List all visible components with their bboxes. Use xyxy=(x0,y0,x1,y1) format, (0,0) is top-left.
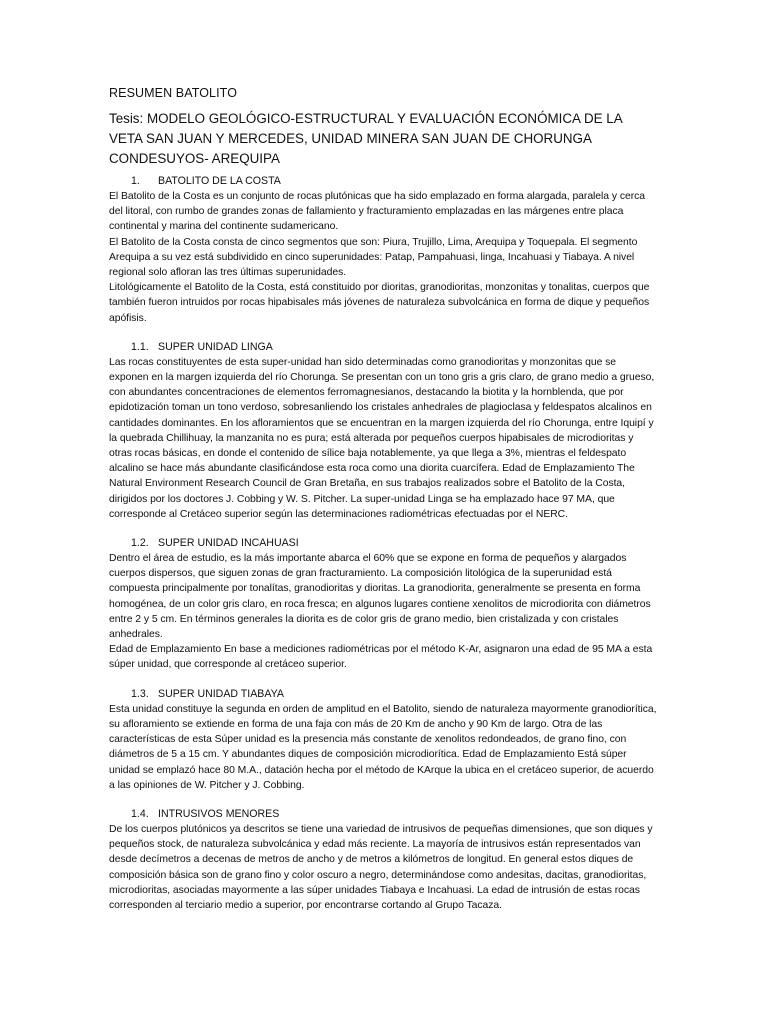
section-super-unidad-linga xyxy=(109,340,657,522)
section-intrusivos-menores xyxy=(109,807,657,913)
document-page xyxy=(109,84,657,927)
section-heading-text: SUPER UNIDAD INCAHUASI xyxy=(158,537,299,550)
section-super-unidad-incahuasi xyxy=(109,536,657,673)
section-heading xyxy=(109,340,657,354)
section-heading xyxy=(109,536,657,550)
section-batolito-de-la-costa xyxy=(109,174,657,326)
paragraph: Las rocas constituyentes de esta super-unidad han sido determinadas como granodioritas y monzonitas que se exponen en la margen izquierda del río Chorunga. Se presentan con un tono gris a gris claro, de grano medio a grueso, con abundantes concentraciones de elementos ferromagnesianos, destacando la biotita y la hornblenda, que por epidotización toman un tono verdoso, sobresanliendo los cristales anhedrales de plagioclasa y feldespatos alcalinos en cantidades dominantes. En los afloramientos que se encuentran en la margen izquierda del río Chorunga, entre Iquipí y la quebrada Chillihuay, la manzanita no es pura; está alterada por pequeños cuerpos hipabisales de microdioritas y otras rocas básicas, en donde el contenido de sílice baja notablemente, ya que llega a 3%, mientras el feldespato alcalino se hace más abundante clasificándose esta roca como una diorita cuarcífera. Edad de Emplazamiento The Natural Environment Research Council de Gran Bretaña, en sus trabajos realizados sobre el Batolito de la Costa, dirigidos por los doctores J. Cobbing y W. S. Pitcher. La super-unidad Linga se ha emplazado hace 97 MA, que corresponde al Cretáceo superior según las determinaciones radiométricas efectuadas por el NERC. xyxy=(109,356,655,520)
section-number: 1. xyxy=(131,175,140,187)
section-heading-text: SUPER UNIDAD LINGA xyxy=(158,340,273,353)
section-number: 1.1. xyxy=(131,340,149,353)
paragraph: Dentro el área de estudio, es la más importante abarca el 60% que se expone en forma de pequeños y alargados cuerpos dispersos, que siguen zonas de gran fracturamiento. La composición litológica de la superunidad está compuesta principalmente por tonalítas, granodioritas y dioritas. La granodiorita, generalmente se presenta en forma homogénea, de un color gris claro, en roca fresca; en algunos lugares contiene xenolitos de microdiorita con diámetros entre 2 y 5 cm. En términos generales la diorita es de color gris de grano medio, bien cristalizada y con cristales anhedrales. xyxy=(109,553,651,641)
paragraph: Esta unidad constituye la segunda en orden de amplitud en el Batolito, siendo de naturaleza mayormente granodiorítica, su afloramiento se extiende en forma de una faja con más de 20 Km de ancho y 90 Km de largo. Otra de las características de esta Súper unidad es la presencia más constante de xenolitos redondeados, de grano fino, con diámetros de 5 a 15 cm. Y abundantes diques de composición microdiorítica. Edad de Emplazamiento Está súper unidad se emplazó hace 80 M.A., datación hecha por el método de KArque la ubica en el cretáceo superior, de acuerdo a las opiniones de W. Pitcher y J. Cobbing. xyxy=(109,703,657,791)
section-heading-text: INTRUSIVOS MENORES xyxy=(158,807,280,820)
thesis-title: Tesis: MODELO GEOLÓGICO-ESTRUCTURAL Y EVALUACIÓN ECONÓMICA DE LA VETA SAN JUAN Y MERCEDES, UNIDAD MINERA SAN JUAN DE CHORUNGA CONDESUYOS- AREQUIPA xyxy=(109,111,622,166)
paragraph: El Batolito de la Costa es un conjunto de rocas plutónicas que ha sido emplazado en forma alargada, paralela y cerca del litoral, con rumbo de grandes zonas de fallamiento y fracturamiento emplazadas en las márgenes entre placa continental y marina del continente sudamericano. xyxy=(109,191,646,233)
section-super-unidad-tiabaya xyxy=(109,687,657,793)
section-heading-text: SUPER UNIDAD TIABAYA xyxy=(158,687,284,700)
section-number: 1.3. xyxy=(131,687,149,700)
paragraph: De los cuerpos plutónicos ya descritos se tiene una variedad de intrusivos de pequeñas dimensiones, que son diques y pequeños stock, de naturaleza subvolcánica y edad más reciente. La mayoría de intrusivos están representados van desde decímetros a decenas de metros de ancho y de metros a kilómetros de longitud. En general estos diques de composición básica son de grano fino y color oscuro a negro, determinándose como andesitas, dacitas, granodioritas, microdioritas, asociadas mayormente a las súper unidades Tiabaya e Incahuasi. La edad de intrusión de estas rocas corresponden al terciario medio a superior, por encontrarse cortando al Grupo Tacaza. xyxy=(109,823,653,911)
document-title: RESUMEN BATOLITO xyxy=(109,86,238,100)
paragraph: El Batolito de la Costa consta de cinco segmentos que son: Piura, Trujillo, Lima, Arequipa y Toquepala. El segmento Arequipa a su vez está subdividido en cinco superunidades: Patap, Pampahuasi, linga, Incahuasi y Tiabaya. A nivel regional solo afloran las tres últimas superunidades. xyxy=(109,236,638,279)
section-heading xyxy=(109,687,657,701)
section-heading xyxy=(109,174,657,188)
paragraph: Edad de Emplazamiento En base a mediciones radiométricas por el método K-Ar, asignaron una edad de 95 MA a esta súper unidad, que corresponde al cretáceo superior. xyxy=(109,644,653,671)
section-heading xyxy=(109,807,657,821)
section-number: 1.2. xyxy=(131,537,149,550)
section-heading-text: BATOLITO DE LA COSTA xyxy=(158,175,281,187)
paragraph: Litológicamente el Batolito de la Costa, está constituido por dioritas, granodioritas, monzonitas y tonalitas, cuerpos que también fueron intruidos por rocas hipabisales más jóvenes de naturaleza subvolcánica en forma de dique y pequeños apófisis. xyxy=(109,282,650,324)
section-number: 1.4. xyxy=(131,807,149,820)
